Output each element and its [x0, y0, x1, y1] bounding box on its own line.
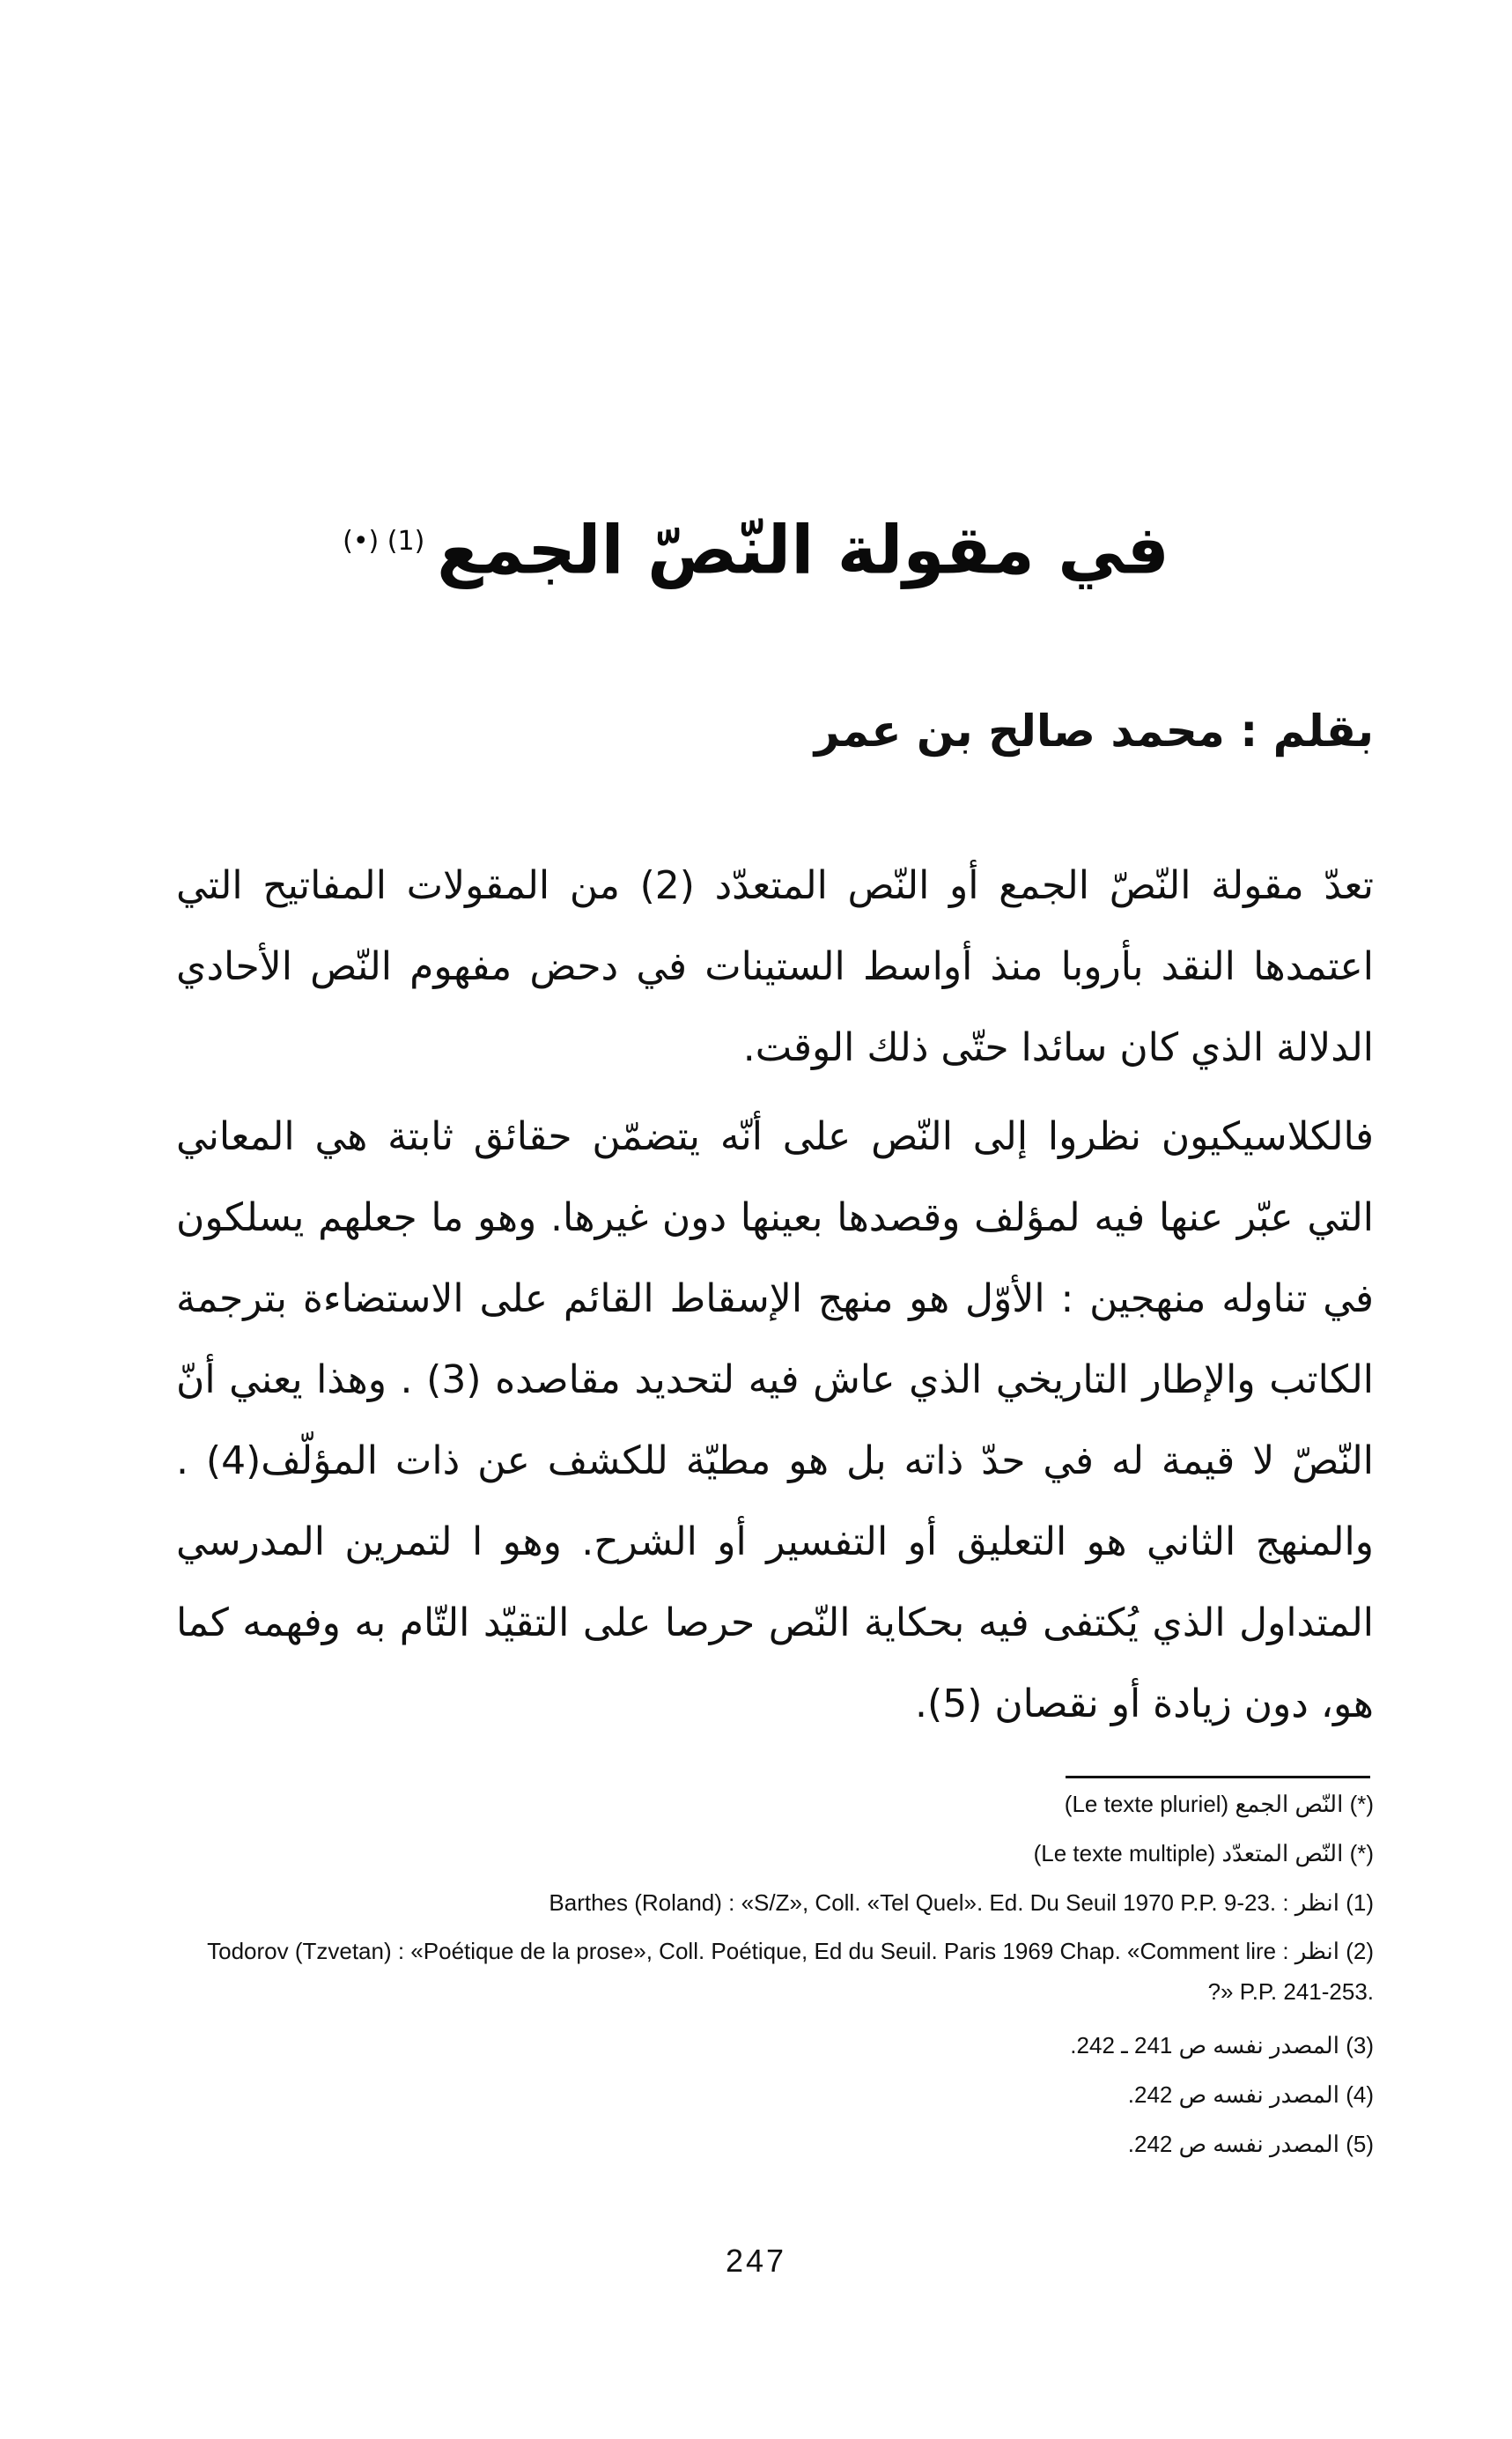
footnote-1: (1) انظر : Barthes (Roland) : «S/Z», Coll. «Tel Quel». Ed. Du Seuil 1970 P.P. 9-23.	[549, 1889, 1374, 1916]
article-title	[0, 493, 1512, 598]
title-text: في مقولة النّصّ الجمع	[437, 510, 1169, 589]
title-note-markers: (1) (•)	[343, 526, 425, 557]
footnote-3: (3) المصدر نفسه ص 241 ـ 242.	[1070, 2032, 1374, 2058]
footnote-separator	[1066, 1776, 1370, 1778]
footnote-star-2: (*) النّص المتعدّد (Le texte multiple)	[1033, 1840, 1374, 1866]
author-byline: بقلم : محمد صالح بن عمر	[814, 706, 1374, 757]
paragraph-2: فالكلاسيكيون نظروا إلى النّص على أنّه يتضمّن حقائق ثابتة هي المعاني التي عبّر عنها فيه لمؤلف وقصدها بعينها دون غيرها. وهو ما جعلهم يسلكون في تناوله منهجين : الأوّل هو منهج الإسقاط القائم على الاستضاءة بترجمة الكاتب والإطار التاريخي الذي عاش فيه لتحديد مقاصده (3) . وهذا يعني أنّ النّصّ لا قيمة له في حدّ ذاته بل هو مطيّة للكشف عن ذات المؤلّف(4) . والمنهج الثاني هو التعليق أو التفسير أو الشرح. وهو ا لتمرين المدرسي المتداول الذي يُكتفى فيه بحكاية النّص حرصا على التقيّد التّام به وفهمه كما هو، دون زيادة أو نقصان (5).	[176, 1114, 1374, 1726]
footnote-2: (2) انظر : Todorov (Tzvetan) : «Poétique de la prose», Coll. Poétique, Ed du Seuil. Paris 1969 Chap. «Comment lire ?» P.P. 241-253.	[207, 1938, 1374, 2005]
paragraph-1: تعدّ مقولة النّصّ الجمع أو النّص المتعدّد (2) من المقولات المفاتيح التي اعتمدها النقد بأروبا منذ أواسط الستينات في دحض مفهوم النّص الأحادي الدلالة الذي كان سائدا حتّى ذلك الوقت.	[176, 863, 1374, 1070]
page-number: 247	[725, 2243, 787, 2279]
footnote-4: (4) المصدر نفسه ص 242.	[1127, 2081, 1374, 2108]
footnote-star-1: (*) النّص الجمع (Le texte pluriel)	[1064, 1791, 1374, 1817]
footnote-5: (5) المصدر نفسه ص 242.	[1127, 2131, 1374, 2157]
footnotes	[176, 1779, 1374, 2169]
